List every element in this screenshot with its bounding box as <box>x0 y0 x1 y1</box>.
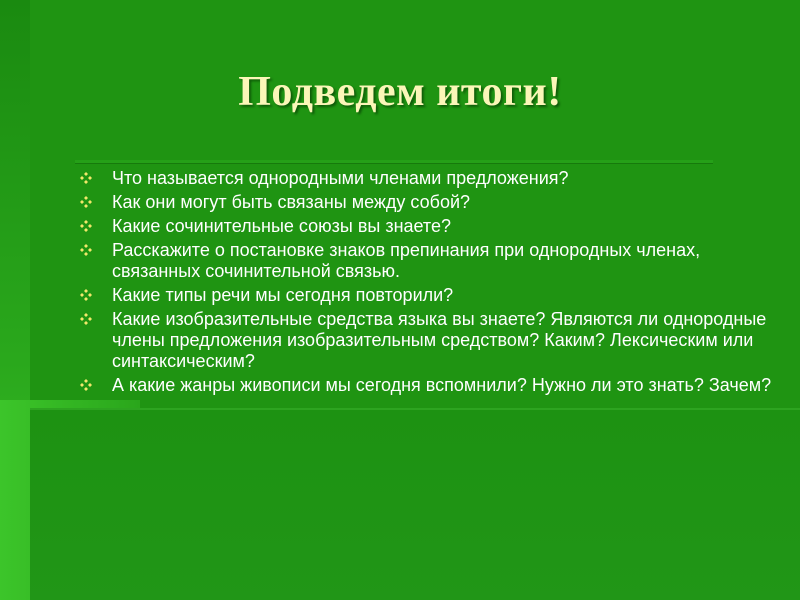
list-item <box>78 309 778 372</box>
list-item <box>78 216 778 237</box>
background-lower-panel <box>30 408 800 600</box>
diamond-quad-bullet-icon <box>80 172 92 184</box>
list-item <box>78 375 778 396</box>
list-item <box>78 192 778 213</box>
slide-title: Подведем итоги! <box>238 69 562 115</box>
diamond-quad-bullet-icon <box>80 379 92 391</box>
list-item-text: Какие сочинительные союзы вы знаете? <box>112 216 451 236</box>
diamond-quad-bullet-icon <box>80 220 92 232</box>
diamond-quad-bullet-icon <box>80 196 92 208</box>
list-item-text: Какие типы речи мы сегодня повторили? <box>112 285 454 305</box>
list-item <box>78 240 778 282</box>
list-item <box>78 285 778 306</box>
list-item-text: Какие изобразительные средства языка вы знаете? Являются ли однородные члены предложения изобразительным средством? Каким? Лексическим или синтаксическим? <box>112 309 767 371</box>
diamond-quad-bullet-icon <box>80 244 92 256</box>
list-item-text: Что называется однородными членами предложения? <box>112 168 569 188</box>
title-divider <box>75 160 713 163</box>
diamond-quad-bullet-icon <box>80 289 92 301</box>
list-item-text: Расскажите о постановке знаков препинания при однородных членах, связанных сочинительной связью. <box>112 240 701 281</box>
diamond-quad-bullet-icon <box>80 313 92 325</box>
list-item <box>78 168 778 189</box>
list-item-text: А какие жанры живописи мы сегодня вспомнили? Нужно ли это знать? Зачем? <box>112 375 772 395</box>
question-list <box>78 168 778 399</box>
list-item-text: Как они могут быть связаны между собой? <box>112 192 471 212</box>
